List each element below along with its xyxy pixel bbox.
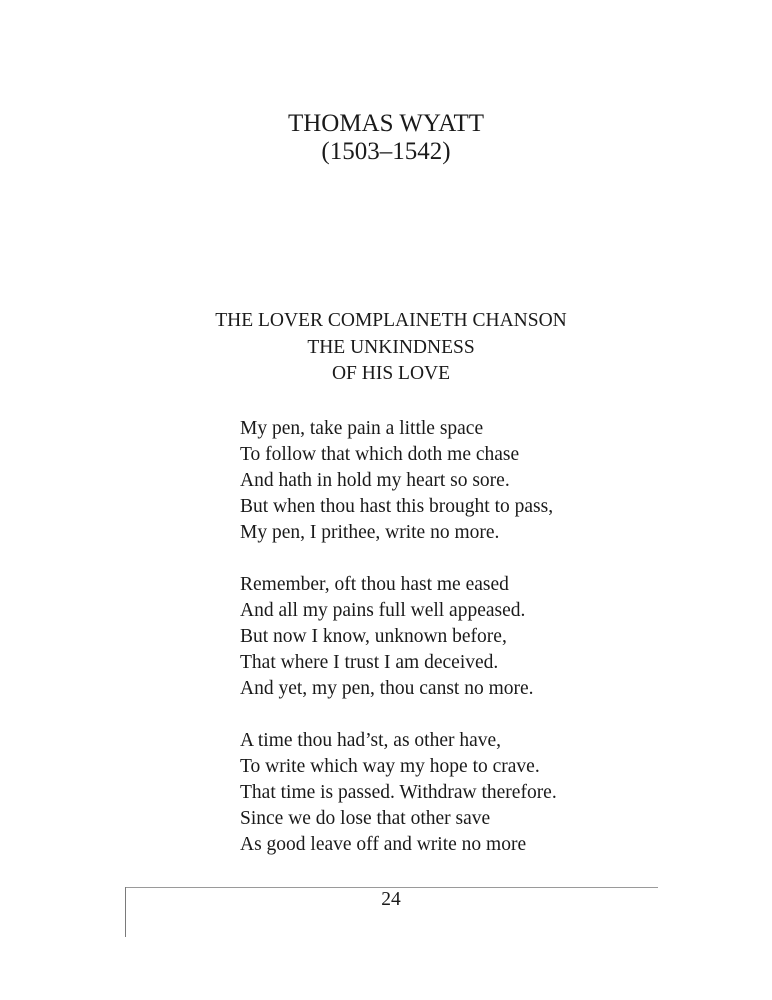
- stanza-3: [240, 728, 557, 858]
- poem-title-line: THE UNKINDNESS: [307, 336, 475, 358]
- poem-title-line: OF HIS LOVE: [331, 363, 451, 384]
- poem-line: To write which way my hope to crave.: [240, 756, 540, 777]
- poem-line: But when thou hast this brought to pass,: [240, 496, 554, 517]
- poem-title: [0, 308, 772, 388]
- poem-line: And hath in hold my heart so sore.: [240, 470, 510, 491]
- poem-line: Remember, oft thou hast me eased: [240, 574, 509, 595]
- poem-line: That where I trust I am deceived.: [240, 652, 499, 673]
- poem-line: That time is passed. Withdraw therefore.: [240, 782, 557, 803]
- poem-title-line: THE LOVER COMPLAINETH CHANSON: [215, 310, 567, 331]
- author-name: THOMAS WYATT: [287, 110, 485, 137]
- author-heading: [0, 110, 772, 166]
- stanza-2: [240, 572, 557, 702]
- poem-line: As good leave off and write no more: [240, 834, 527, 855]
- poem-line: And all my pains full well appeased.: [240, 600, 526, 621]
- poem-line: And yet, my pen, thou canst no more.: [240, 678, 534, 699]
- poem-body: [240, 416, 557, 858]
- poem-line: A time thou had’st, as other have,: [240, 730, 502, 751]
- page-number: 24: [381, 889, 401, 910]
- poem-line: But now I know, unknown before,: [240, 626, 507, 647]
- poem-line: To follow that which doth me chase: [240, 444, 520, 465]
- poem-line: My pen, I prithee, write no more.: [240, 522, 500, 543]
- author-dates: (1503–1542): [321, 138, 451, 165]
- stanza-1: [240, 416, 557, 546]
- poem-line: Since we do lose that other save: [240, 808, 491, 829]
- poem-line: My pen, take pain a little space: [240, 418, 484, 439]
